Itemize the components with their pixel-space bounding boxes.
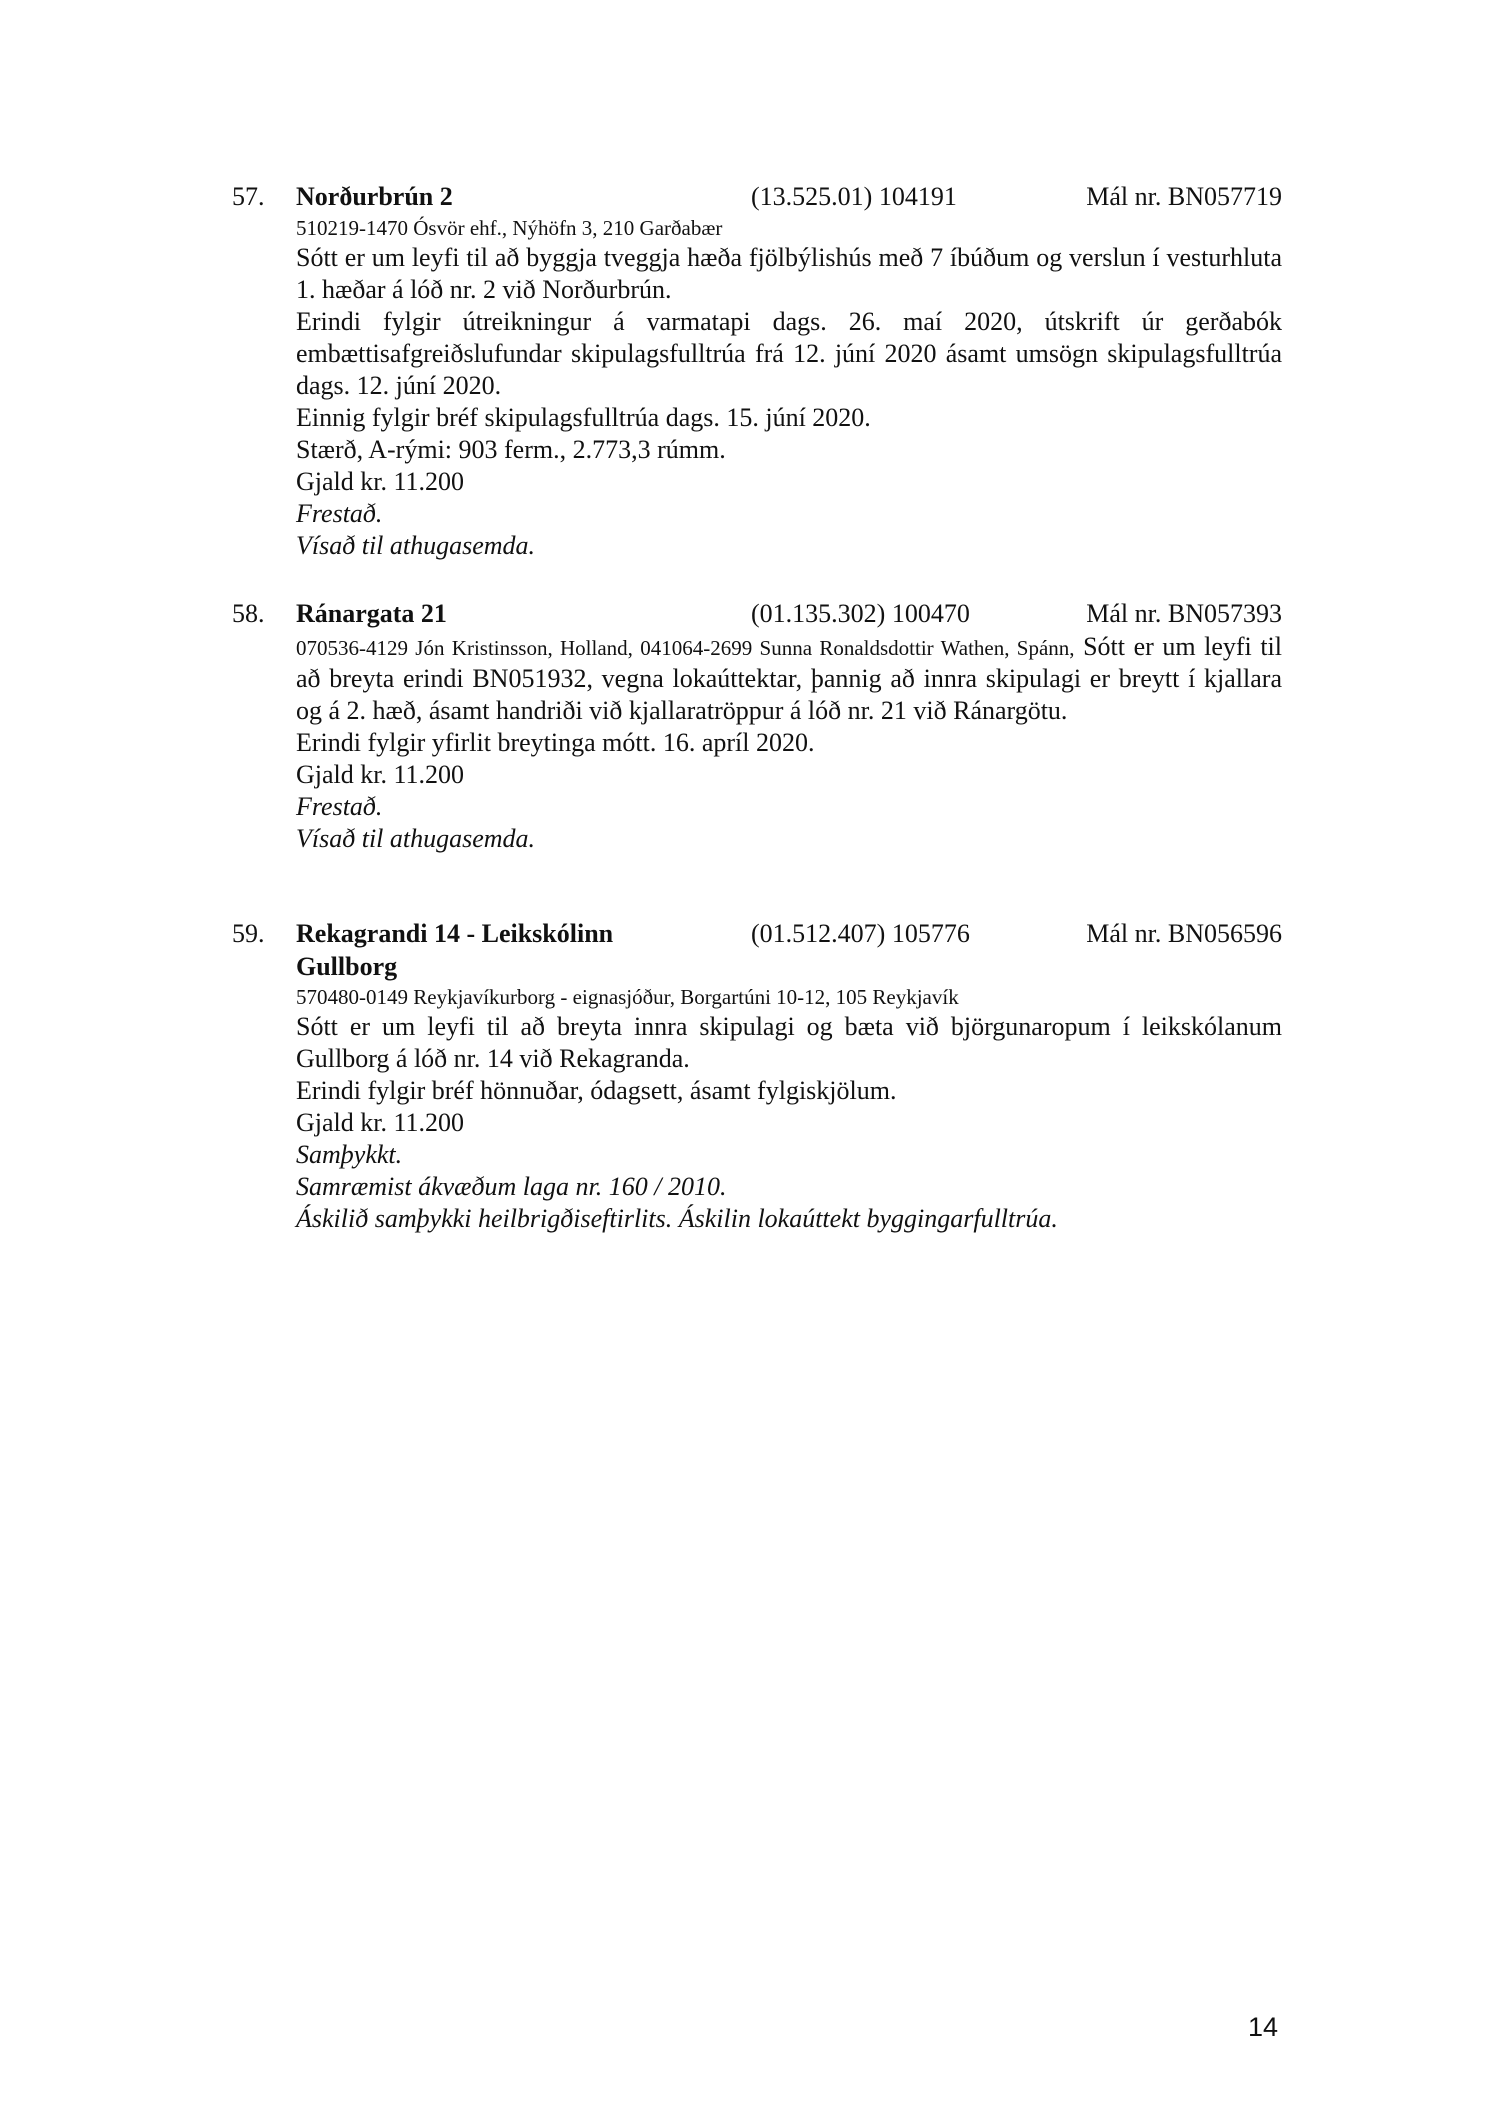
case-reference: (01.135.302) 100470 bbox=[751, 599, 970, 628]
case-applicant: 570480-0149 Reykjavíkurborg - eignasjóður, Borgartúni 10-12, 105 Reykjavík bbox=[296, 985, 959, 1009]
case-fee: Gjald kr. 11.200 bbox=[296, 1108, 465, 1137]
case-fee: Gjald kr. 11.200 bbox=[296, 760, 465, 789]
page-number: 14 bbox=[1248, 2012, 1279, 2042]
case-title: Ránargata 21 bbox=[296, 599, 447, 628]
case-item-57 bbox=[232, 180, 1282, 562]
case-description-lead: Sótt bbox=[1083, 632, 1126, 661]
case-fee: Gjald kr. 11.200 bbox=[296, 467, 465, 496]
case-number: 58. bbox=[232, 599, 265, 628]
case-decision-note: Samræmist ákvæðum laga nr. 160 / 2010. bbox=[296, 1172, 727, 1201]
case-decision: Frestað. bbox=[296, 499, 383, 528]
case-attachment: Erindi fylgir yfirlit breytinga mótt. 16. apríl 2020. bbox=[296, 728, 815, 757]
case-mal-number: Mál nr. BN057719 bbox=[1086, 182, 1282, 211]
case-decision-note: Vísað til athugasemda. bbox=[296, 824, 536, 853]
case-description: er um leyfi til að breyta erindi BN051932, vegna lokaúttektar, þannig að innra skipulagi er breytt í kjallara og á 2. hæð, ásamt handriði við kjallaratröppur á lóð nr. 21 við Ránargötu. bbox=[296, 632, 1282, 725]
case-title-continued: Gullborg bbox=[296, 952, 398, 981]
case-title: Norðurbrún 2 bbox=[296, 182, 453, 211]
case-attachment: Erindi fylgir útreikningur á varmatapi dags. 26. maí 2020, útskrift úr gerðabók embættisafgreiðslufundar skipulagsfulltrúa frá 12. júní 2020 ásamt umsögn skipulagsfulltrúa dags. 12. júní 2020. bbox=[296, 307, 1282, 400]
case-number: 59. bbox=[232, 919, 265, 948]
case-attachment: Erindi fylgir bréf hönnuðar, ódagsett, ásamt fylgiskjölum. bbox=[296, 1076, 897, 1105]
case-description: Sótt er um leyfi til að breyta innra skipulagi og bæta við björgunaropum í leikskólanum Gullborg á lóð nr. 14 við Rekagranda. bbox=[296, 1012, 1282, 1073]
case-body bbox=[296, 631, 1282, 855]
case-decision: Samþykkt. bbox=[296, 1140, 403, 1169]
case-mal-number: Mál nr. BN057393 bbox=[1086, 599, 1282, 628]
case-decision: Frestað. bbox=[296, 792, 383, 821]
case-size: Stærð, A-rými: 903 ferm., 2.773,3 rúmm. bbox=[296, 435, 726, 464]
case-description: Sótt er um leyfi til að byggja tveggja hæða fjölbýlishús með 7 íbúðum og verslun í vesturhluta 1. hæðar á lóð nr. 2 við Norðurbrún. bbox=[296, 243, 1282, 304]
case-reference: (13.525.01) 104191 bbox=[751, 182, 957, 211]
case-mal-number: Mál nr. BN056596 bbox=[1086, 919, 1282, 948]
case-decision-note: Vísað til athugasemda. bbox=[296, 531, 536, 560]
case-applicant: 070536-4129 Jón Kristinsson, Holland, 041064-2699 Sunna Ronaldsdottir Wathen, Spánn, bbox=[296, 636, 1075, 660]
case-extra: Einnig fylgir bréf skipulagsfulltrúa dags. 15. júní 2020. bbox=[296, 403, 871, 432]
case-title: Rekagrandi 14 - Leikskólinn bbox=[296, 919, 614, 948]
case-applicant: 510219-1470 Ósvör ehf., Nýhöfn 3, 210 Garðabær bbox=[296, 216, 723, 240]
case-reference: (01.512.407) 105776 bbox=[751, 919, 970, 948]
case-item-59 bbox=[232, 917, 1282, 1235]
case-header bbox=[232, 917, 1282, 951]
case-header bbox=[232, 180, 1282, 214]
case-applicant-description bbox=[296, 631, 1282, 727]
case-number: 57. bbox=[232, 182, 265, 211]
case-header bbox=[232, 597, 1282, 631]
case-item-58 bbox=[232, 597, 1282, 855]
case-body bbox=[296, 983, 1282, 1235]
case-decision-condition: Áskilið samþykki heilbrigðiseftirlits. Áskilin lokaúttekt byggingarfulltrúa. bbox=[296, 1204, 1058, 1233]
case-body bbox=[296, 214, 1282, 562]
